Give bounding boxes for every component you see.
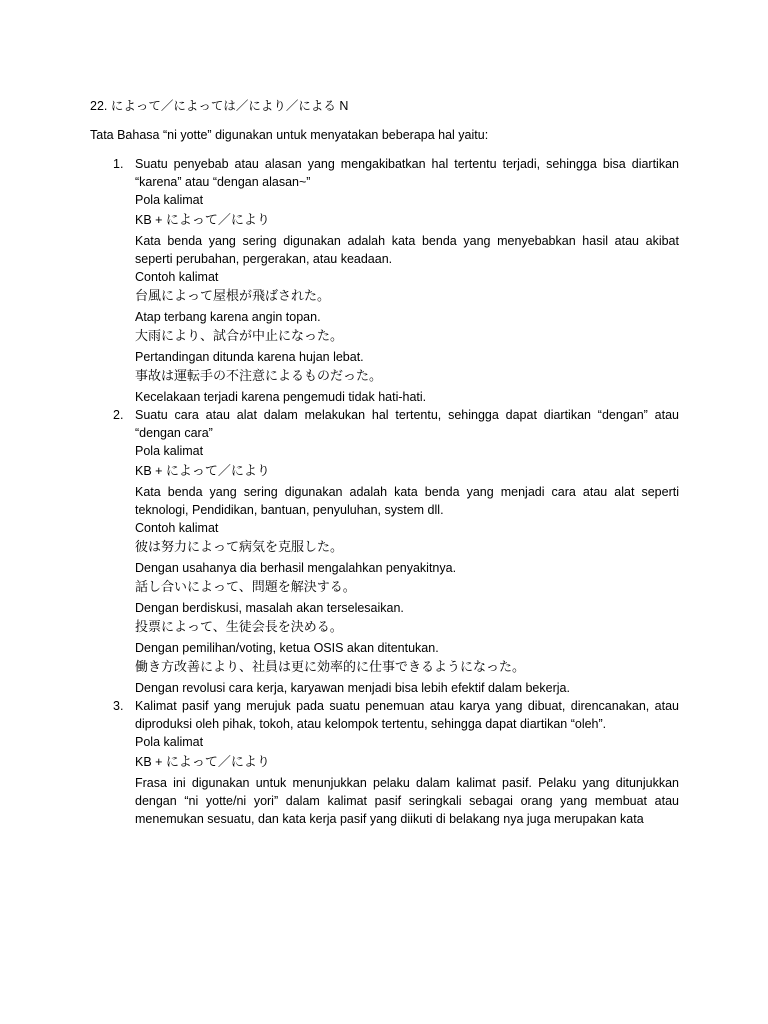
item-description: Kalimat pasif yang merujuk pada suatu penemuan atau karya yang dibuat, direncanakan, atau diproduksi oleh pihak, tokoh, atau kelompok tertentu, sehingga dapat diartikan “oleh”. xyxy=(135,699,679,731)
example-translation: Dengan usahanya dia berhasil mengalahkan penyakitnya. xyxy=(135,561,457,575)
example-label: Contoh kalimat xyxy=(135,521,219,535)
example-japanese: 話し合いによって、問題を解決する。 xyxy=(135,580,356,595)
list-item-2 xyxy=(113,406,679,697)
section-heading: 22. によって／によっては／により／による N xyxy=(90,99,349,113)
pattern-prefix: KB + xyxy=(135,213,166,227)
item-number: 3. xyxy=(113,699,124,713)
pattern-label: Pola kalimat xyxy=(135,193,204,207)
example-translation: Dengan pemilihan/voting, ketua OSIS akan ditentukan. xyxy=(135,641,439,655)
item-number: 2. xyxy=(113,408,124,422)
example-japanese: 事故は運転手の不注意によるものだった。 xyxy=(135,369,383,384)
example-japanese: 大雨により、試合が中止になった。 xyxy=(135,329,344,344)
pattern-japanese: によって／により xyxy=(165,213,270,228)
example-translation: Dengan revolusi cara kerja, karyawan menjadi bisa lebih efektif dalam bekerja. xyxy=(135,681,570,695)
example-translation: Kecelakaan terjadi karena pengemudi tidak hati-hati. xyxy=(135,390,427,404)
example-translation: Pertandingan ditunda karena hujan lebat. xyxy=(135,350,364,364)
item-description: Suatu penyebab atau alasan yang mengakibatkan hal tertentu terjadi, sehingga bisa diartikan “karena” atau “dengan alasan~” xyxy=(135,157,679,189)
list-item-3 xyxy=(113,697,679,828)
pattern-japanese: によって／により xyxy=(165,464,270,479)
intro-text: Tata Bahasa “ni yotte” digunakan untuk menyatakan beberapa hal yaitu: xyxy=(90,128,489,142)
example-label: Contoh kalimat xyxy=(135,270,219,284)
example-japanese: 働き方改善により、社員は更に効率的に仕事できるようになった。 xyxy=(135,660,526,675)
numbered-list xyxy=(113,155,679,828)
pattern-label: Pola kalimat xyxy=(135,735,204,749)
item-explanation: Kata benda yang sering digunakan adalah kata benda yang menyebabkan hasil atau akibat seperti perubahan, pergerakan, atau keadaan. xyxy=(135,234,679,266)
example-japanese: 彼は努力によって病気を克服した。 xyxy=(135,540,344,555)
pattern-prefix: KB + xyxy=(135,755,166,769)
example-translation: Atap terbang karena angin topan. xyxy=(135,310,321,324)
pattern-formula xyxy=(135,460,679,483)
example-translation: Dengan berdiskusi, masalah akan terselesaikan. xyxy=(135,601,404,615)
pattern-japanese: によって／により xyxy=(165,755,270,770)
item-description: Suatu cara atau alat dalam melakukan hal tertentu, sehingga dapat diartikan “dengan” atau “dengan cara” xyxy=(135,408,679,440)
pattern-label: Pola kalimat xyxy=(135,444,204,458)
item-explanation: Frasa ini digunakan untuk menunjukkan pelaku dalam kalimat pasif. Pelaku yang ditunjukkan dengan “ni yotte/ni yori” dalam kalimat pasif seringkali sebagai orang yang membuat atau menemukan sesuatu, dan kata kerja pasif yang diikuti di belakang nya juga merupakan kata xyxy=(135,776,679,826)
pattern-prefix: KB + xyxy=(135,464,166,478)
item-number: 1. xyxy=(113,157,124,171)
example-japanese: 投票によって、生徒会長を決める。 xyxy=(135,620,343,635)
list-item-1 xyxy=(113,155,679,406)
item-explanation: Kata benda yang sering digunakan adalah kata benda yang menjadi cara atau alat seperti teknologi, Pendidikan, bantuan, penyuluhan, system dll. xyxy=(135,485,679,517)
pattern-formula xyxy=(135,209,679,232)
pattern-formula xyxy=(135,751,679,774)
example-japanese: 台風によって屋根が飛ばされた。 xyxy=(135,289,331,304)
